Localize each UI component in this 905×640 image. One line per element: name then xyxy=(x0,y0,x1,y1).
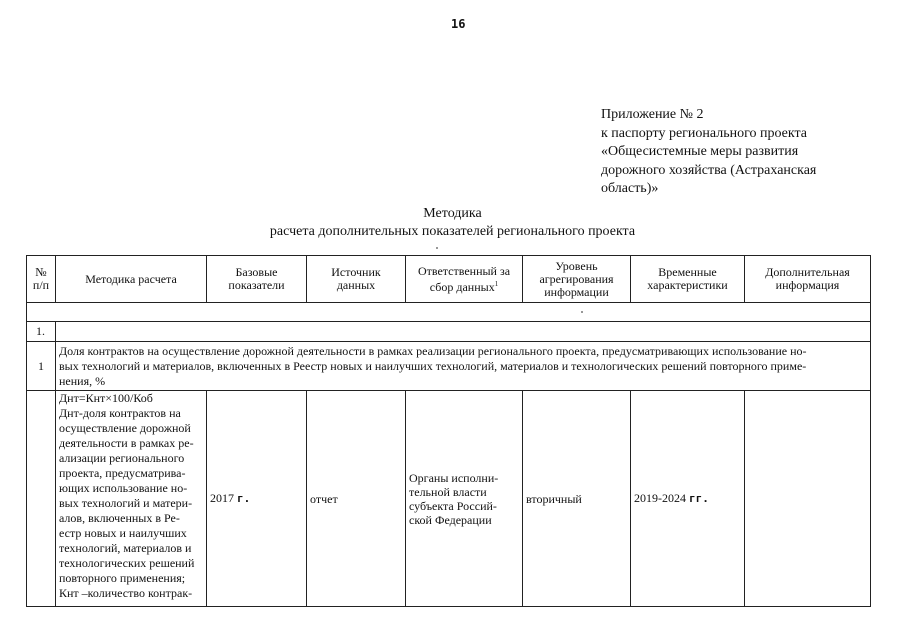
responsible-line: тельной власти xyxy=(409,484,487,499)
method-line: естр новых и наилучших xyxy=(59,526,187,540)
header-text: Временные xyxy=(658,265,717,279)
data-source-cell: отчет xyxy=(307,391,406,607)
header-extra-info xyxy=(745,256,871,303)
period: 2019-2024 xyxy=(634,491,686,505)
indicator-line: нения, % xyxy=(59,373,106,388)
document-title: Методика xyxy=(423,206,482,221)
appendix-header xyxy=(601,106,881,199)
header-base-indicators xyxy=(207,256,307,303)
table-header-row xyxy=(27,256,871,303)
scan-speck xyxy=(436,247,438,249)
header-text: характеристики xyxy=(647,278,728,292)
base-year-suffix: г. xyxy=(237,492,251,505)
indicator-row xyxy=(27,342,871,391)
header-text: Уровень xyxy=(555,258,598,273)
indicator-description xyxy=(56,342,871,391)
responsible-line: ской Федерации xyxy=(409,512,492,527)
header-text: Методика расчета xyxy=(85,271,177,286)
methodology-table xyxy=(26,255,871,607)
footnote-marker: 1 xyxy=(494,279,499,288)
responsible-line: Органы исполни- xyxy=(409,470,499,485)
header-text: Источник xyxy=(331,265,381,279)
aggregation-level-cell: вторичный xyxy=(523,391,631,607)
method-line: технологий, материалов и xyxy=(59,541,192,555)
base-indicator-cell xyxy=(207,391,307,607)
method-line: вых технологий и матери- xyxy=(59,496,193,510)
formula: Днт=Кнт×100/Коб xyxy=(59,391,153,405)
header-responsible xyxy=(406,256,523,303)
appendix-line: область)» xyxy=(601,181,659,196)
header-text: Базовые xyxy=(235,265,278,279)
method-cell xyxy=(56,391,207,607)
method-line: Днт-доля контрактов на xyxy=(59,406,181,420)
responsible-cell xyxy=(406,391,523,607)
header-text: № xyxy=(35,265,47,279)
method-line: алов, включенных в Ре- xyxy=(59,511,180,525)
method-line: Кнт –количество контрак- xyxy=(59,586,193,600)
appendix-line: дорожного хозяйства (Астраханская xyxy=(601,162,817,178)
blank-cell xyxy=(27,303,871,322)
time-characteristics-cell xyxy=(631,391,745,607)
header-text: агрегирования xyxy=(539,271,614,286)
section-number: 1. xyxy=(27,322,56,342)
header-number xyxy=(27,256,56,303)
method-line: проекта, предусматрива- xyxy=(59,466,186,480)
appendix-line: «Общесистемные меры развития xyxy=(601,144,799,159)
method-line: ализации регионального xyxy=(59,451,185,465)
document-subtitle: расчета дополнительных показателей регионального проекта xyxy=(269,224,636,239)
row-number-cell xyxy=(27,391,56,607)
header-aggregation-level xyxy=(523,256,631,303)
header-method xyxy=(56,256,207,303)
period-suffix: гг. xyxy=(689,492,709,505)
header-text: Ответственный за xyxy=(417,263,511,278)
header-text: Дополнительная xyxy=(765,265,850,279)
header-text: данных xyxy=(336,278,376,292)
header-text: информации xyxy=(544,284,609,299)
indicator-line: Доля контрактов на осуществление дорожной деятельности в рамках реализации регионального проекта, предусматривающих использование но- xyxy=(59,343,807,358)
data-row xyxy=(27,391,871,607)
header-text: сбор данных xyxy=(429,279,495,294)
appendix-line: Приложение № 2 xyxy=(601,107,704,122)
header-data-source xyxy=(307,256,406,303)
extra-info-cell xyxy=(745,391,871,607)
method-line: осуществление дорожной xyxy=(59,421,191,435)
section-row xyxy=(27,322,871,342)
appendix-line: к паспорту регионального проекта xyxy=(601,125,807,141)
header-text: показатели xyxy=(228,278,285,292)
page-number: 16 xyxy=(451,17,466,31)
method-line: ющих использование но- xyxy=(59,481,188,495)
method-line: технологических решений xyxy=(59,556,195,570)
method-line: деятельности в рамках ре- xyxy=(59,436,194,450)
base-year: 2017 xyxy=(210,491,234,505)
section-title xyxy=(56,322,871,342)
blank-row xyxy=(27,303,871,322)
indicator-number: 1 xyxy=(27,342,56,391)
responsible-line: субъекта Россий- xyxy=(409,498,497,513)
header-text: информация xyxy=(775,278,840,292)
header-time-characteristics xyxy=(631,256,745,303)
method-line: повторного применения; xyxy=(59,571,186,585)
indicator-line: вых технологий и материалов, включенных в Реестр новых и наилучших технологий, материалов и технологических решений повторного приме- xyxy=(59,358,807,373)
header-text: п/п xyxy=(32,278,50,292)
